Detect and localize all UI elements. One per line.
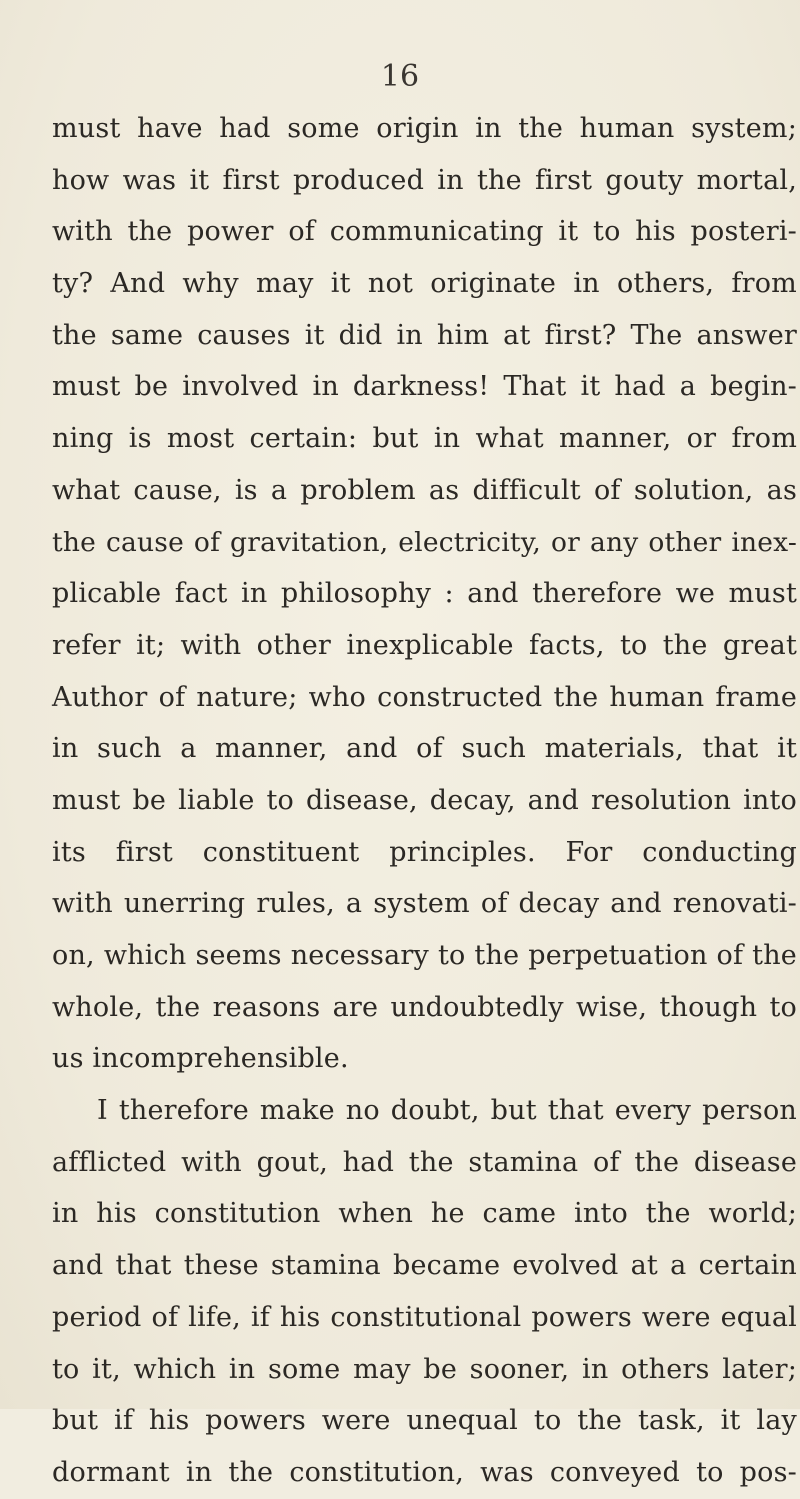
text-line: the same causes it did in him at first? The answer (52, 319, 797, 351)
text-line: but if his powers were unequal to the task, it lay (52, 1405, 797, 1437)
text-line: what cause, is a problem as difficult of solution, as (52, 474, 797, 506)
text-line: ning is most certain: but in what manner, or from (52, 423, 797, 455)
text-line: to it, which in some may be sooner, in others later; (52, 1353, 797, 1385)
text-line: whole, the reasons are undoubtedly wise, though to (52, 991, 797, 1023)
text-line: the cause of gravitation, electricity, or any other inex- (52, 526, 797, 558)
text-line: plicable fact in philosophy : and therefore we must (52, 578, 797, 610)
text-line: I therefore make no doubt, but that every person (97, 1095, 797, 1127)
text-line: period of life, if his constitutional powers were equal (52, 1301, 797, 1333)
text-line: afflicted with gout, had the stamina of the disease (52, 1146, 797, 1178)
text-line: dormant in the constitution, was conveyed to pos- (52, 1456, 797, 1488)
text-line: its first constituent principles. For conducting (52, 836, 797, 868)
text-line: on, which seems necessary to the perpetuation of the (52, 940, 797, 971)
text-line: must have had some origin in the human system; (52, 113, 797, 144)
text-line: refer it; with other inexplicable facts, to the great (52, 629, 797, 661)
text-line: with unerring rules, a system of decay and renovati- (52, 888, 797, 920)
text-line: in such a manner, and of such materials, that it (52, 733, 797, 765)
text-line: ty? And why may it not originate in others, from (52, 268, 797, 300)
text-line: in his constitution when he came into the world; (52, 1198, 797, 1230)
text-line: and that these stamina became evolved at a certain (52, 1250, 797, 1282)
text-line: Author of nature; who constructed the human frame (52, 681, 797, 713)
text-line: must be involved in darkness! That it had a begin- (52, 371, 797, 403)
text-line: with the power of communicating it to his posteri- (52, 216, 797, 248)
text-line: us incomprehensible. (52, 1043, 349, 1075)
text-line: how was it first produced in the first gouty mortal, (52, 164, 797, 196)
page-number: 16 (380, 59, 420, 94)
text-line: must be liable to disease, decay, and resolution into (52, 784, 797, 816)
body-text (52, 103, 797, 1499)
